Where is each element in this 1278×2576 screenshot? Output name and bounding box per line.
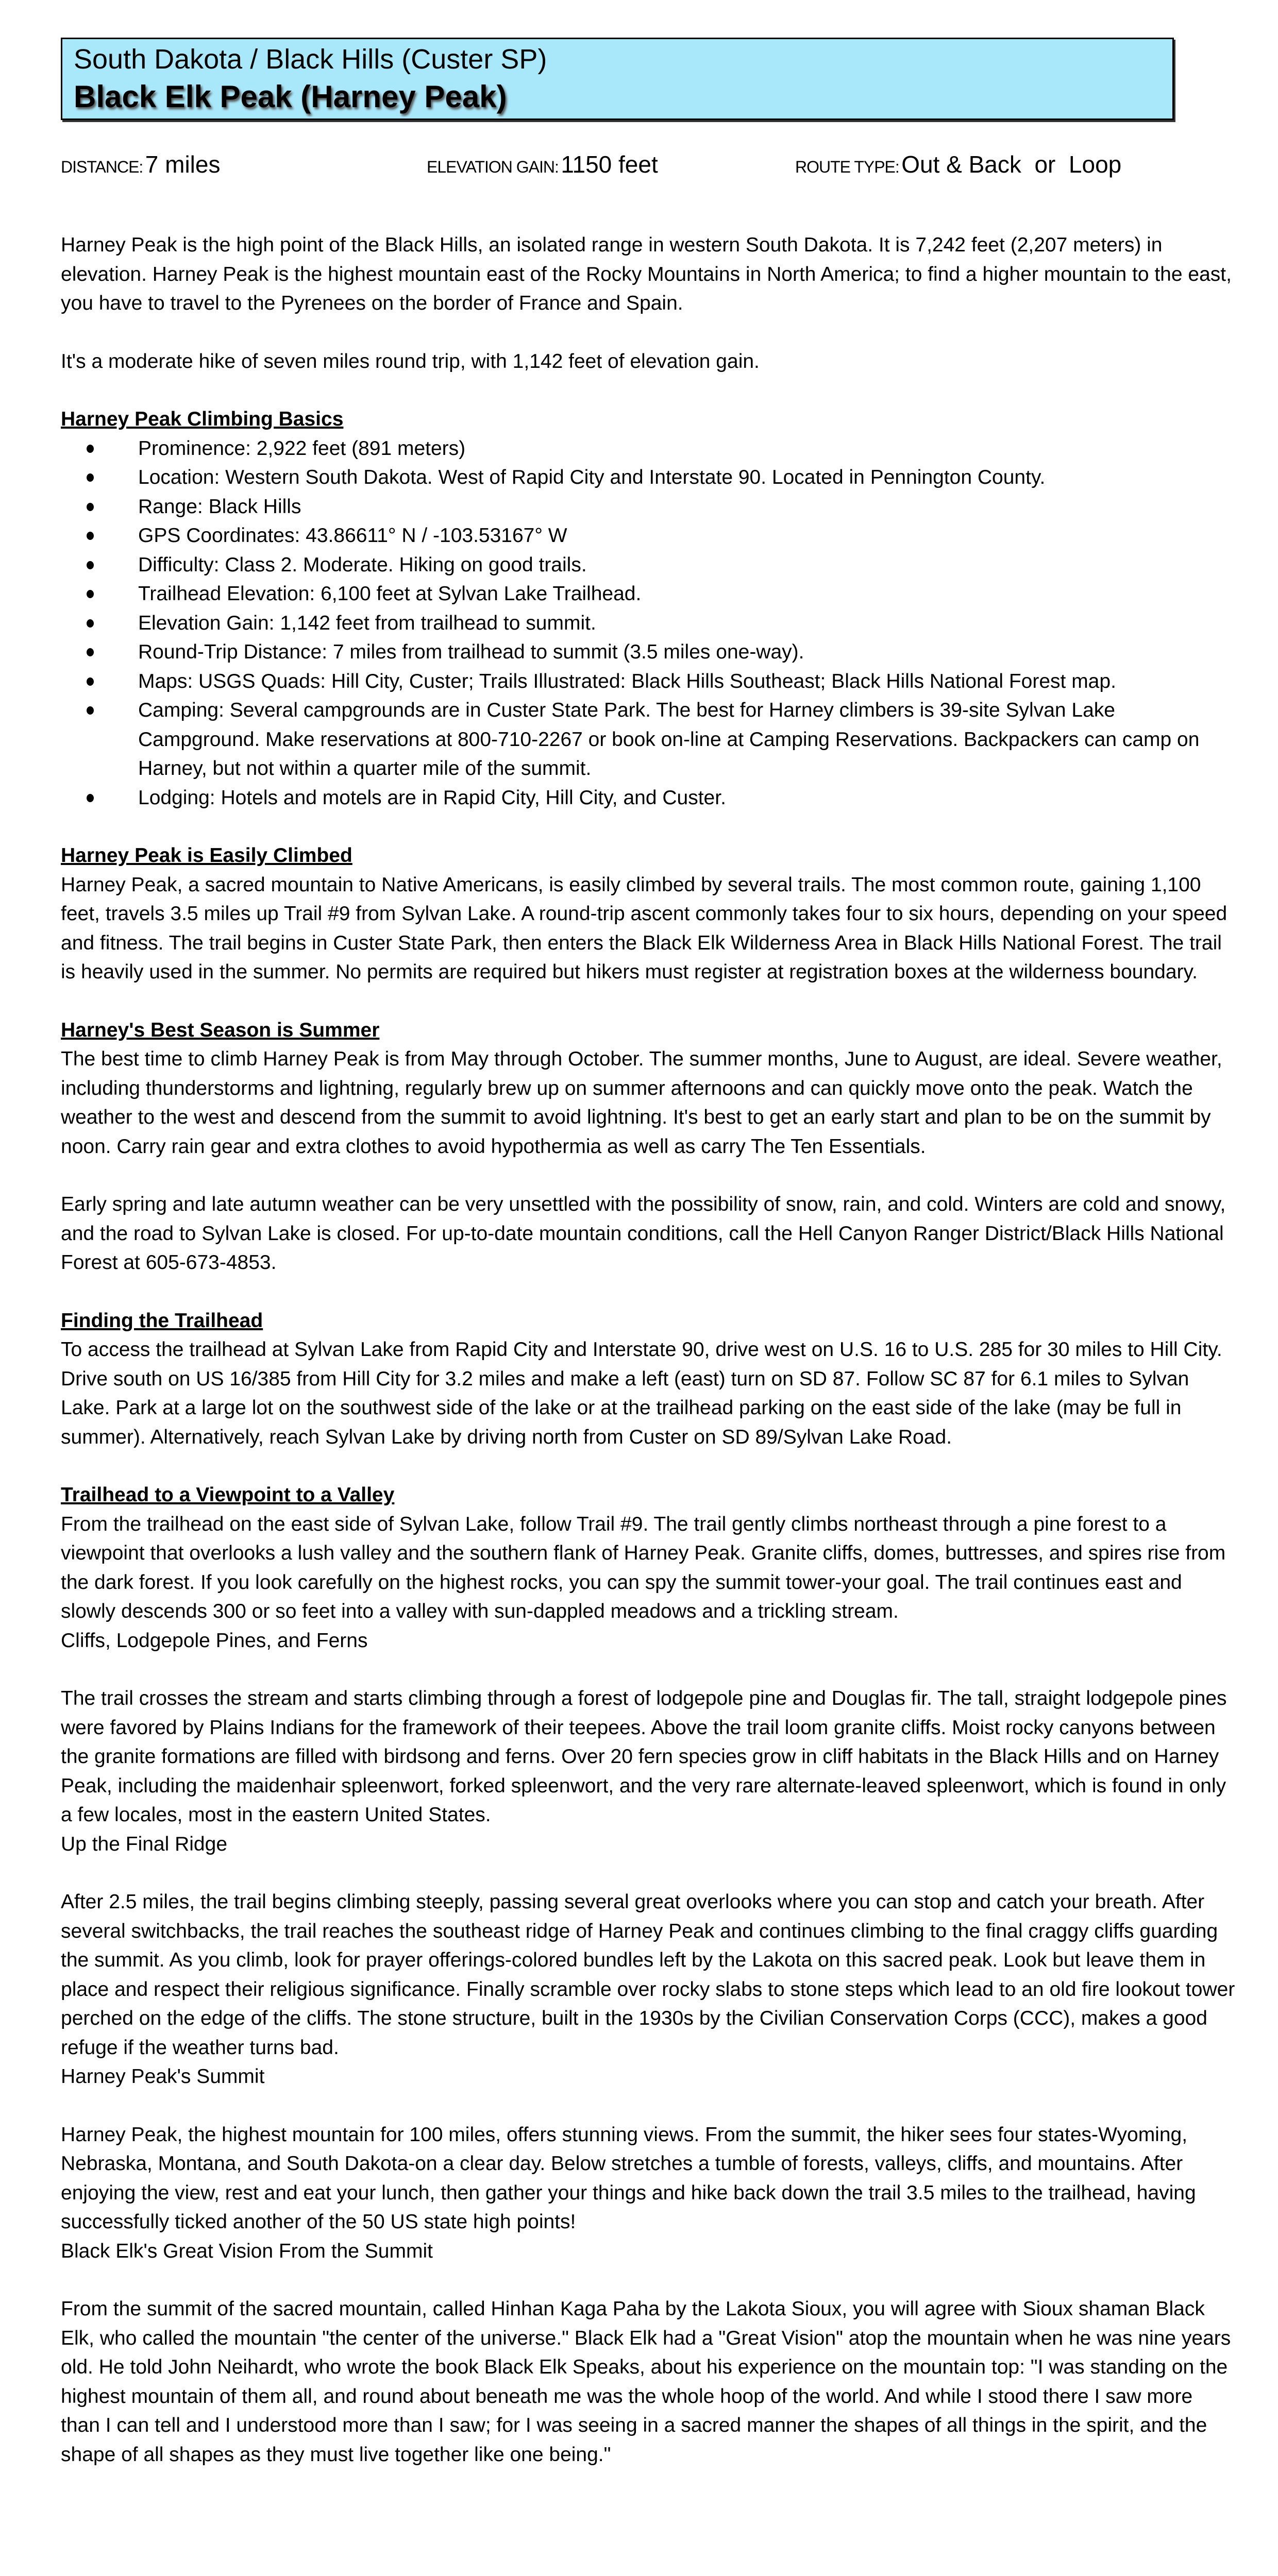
stats-row [61, 150, 1195, 187]
viewpoint-text: From the trailhead on the east side of Sylvan Lake, follow Trail #9. The trail gently climbs northeast through a pine forest to a viewpoint that overlooks a lush valley and the southern flank of Harney Peak. Granite cliffs, domes, buttresses, and spires rise from the dark forest. If you look carefully on the highest rocks, you can spy the summit tower-your goal. The trail continues east and slowly descends 300 or so feet into a valley with sun-dappled meadows and a trickling stream. [61, 1513, 1226, 1622]
route-type-value: Out & Back or Loop [901, 151, 1122, 178]
list-item: Elevation Gain: 1,142 feet from trailhead to summit. [138, 609, 1236, 638]
summit-text: Harney Peak, the highest mountain for 100 miles, offers stunning views. From the summit, the hiker sees four states-Wyoming, Nebraska, Montana, and South Dakota-on a clear day. Below stretches a tumble of forests, valleys, cliffs, and mountains. After enjoying the view, rest and eat your lunch, then gather your things and hike back down the trail 3.5 miles to the trailhead, having successfully ticked another of the 50 US state high points! [61, 2123, 1196, 2233]
list-item: Prominence: 2,922 feet (891 meters) [138, 434, 1236, 464]
list-item: Maps: USGS Quads: Hill City, Custer; Trails Illustrated: Black Hills Southeast; Black Hills National Forest map. [138, 667, 1236, 697]
list-item: Round-Trip Distance: 7 miles from trailhead to summit (3.5 miles one-way). [138, 638, 1236, 667]
subheading-cliffs: Cliffs, Lodgepole Pines, and Ferns [61, 1629, 368, 1652]
region-breadcrumb: South Dakota / Black Hills (Custer SP) [74, 44, 547, 75]
elevation-value: 1150 feet [561, 151, 658, 178]
list-item: Location: Western South Dakota. West of Rapid City and Interstate 90. Located in Pennington County. [138, 463, 1236, 493]
subheading-vision: Black Elk's Great Vision From the Summit [61, 2240, 433, 2262]
article-body [61, 231, 1236, 2469]
distance-label: DISTANCE: [61, 158, 143, 176]
cliffs-text: The trail crosses the stream and starts climbing through a forest of lodgepole pine and Douglas fir. The tall, straight lodgepole pines were favored by Plains Indians for the framework of their teepees. Above the trail loom granite cliffs. Moist rocky canyons between the granite formations are filled with birdsong and ferns. Over 20 fern species grow in cliff habitats in the Black Hills and on Harney Peak, including the maidenhair spleenwort, forked spleenwort, and the very rare alternate-leaved spleenwort, which is found in only a few locales, most in the eastern United States. [61, 1687, 1227, 1826]
section-heading-easily-climbed: Harney Peak is Easily Climbed [61, 844, 352, 867]
basics-list [61, 434, 1236, 813]
list-item: Lodging: Hotels and motels are in Rapid City, Hill City, and Custer. [138, 784, 1236, 813]
intro-paragraph-2: It's a moderate hike of seven miles round trip, with 1,142 feet of elevation gain. [61, 350, 760, 372]
route-type-label: ROUTE TYPE: [795, 158, 899, 176]
final-ridge-text: After 2.5 miles, the trail begins climbing steeply, passing several great overlooks where you can stop and catch your breath. After several switchbacks, the trail reaches the southeast ridge of Harney Peak and continues climbing to the final craggy cliffs guarding the summit. As you climb, look for prayer offerings-colored bundles left by the Lakota on this sacred peak. Look but leave them in place and respect their religious significance. Finally scramble over rocky slabs to stone steps which lead to an old fire lookout tower perched on the edge of the cliffs. The stone structure, built in the 1930s by the Civilian Conservation Corps (CCC), makes a good refuge if the weather turns bad. [61, 1891, 1235, 2059]
section-heading-viewpoint: Trailhead to a Viewpoint to a Valley [61, 1484, 395, 1506]
stat-route-type [795, 150, 1121, 178]
list-item: Camping: Several campgrounds are in Custer State Park. The best for Harney climbers is 39-site Sylvan Lake Campground. Make reservations at 800-710-2267 or book on-line at Camping Reservations. Backpackers can camp on Harney, but not within a quarter mile of the summit. [138, 696, 1236, 784]
subheading-final-ridge: Up the Final Ridge [61, 1833, 228, 1855]
trailhead-text: To access the trailhead at Sylvan Lake from Rapid City and Interstate 90, drive west on U.S. 16 to U.S. 285 for 30 miles to Hill City. Drive south on US 16/385 from Hill City for 3.2 miles and make a left (east) turn on SD 87. Follow SC 87 for 6.1 miles to Sylvan Lake. Park at a large lot on the southwest side of the lake or at the trailhead parking on the east side of the lake (may be full in summer). Alternatively, reach Sylvan Lake by driving north from Custer on SD 89/Sylvan Lake Road. [61, 1338, 1222, 1448]
list-item: GPS Coordinates: 43.86611° N / -103.53167° W [138, 521, 1236, 551]
title-box [61, 38, 1174, 120]
section-heading-season: Harney's Best Season is Summer [61, 1019, 380, 1041]
season-text-2: Early spring and late autumn weather can be very unsettled with the possibility of snow, rain, and cold. Winters are cold and snowy, and the road to Sylvan Lake is closed. For up-to-date mountain conditions, call the Hell Canyon Ranger District/Black Hills National Forest at 605-673-4853. [61, 1193, 1226, 1274]
stat-distance [61, 150, 220, 178]
section-heading-basics: Harney Peak Climbing Basics [61, 408, 344, 430]
list-item: Difficulty: Class 2. Moderate. Hiking on good trails. [138, 551, 1236, 580]
page-title: Black Elk Peak (Harney Peak) [74, 79, 507, 114]
stat-elevation [427, 150, 658, 178]
season-text: The best time to climb Harney Peak is from May through October. The summer months, June to August, are ideal. Severe weather, including thunderstorms and lightning, regularly brew up on summer afternoons and can quickly move onto the peak. Watch the weather to the west and descend from the summit to avoid lightning. It's best to get an early start and plan to be on the summit by noon. Carry rain gear and extra clothes to avoid hypothermia as well as carry The Ten Essentials. [61, 1048, 1222, 1158]
easily-climbed-text: Harney Peak, a sacred mountain to Native Americans, is easily climbed by several trails. The most common route, gaining 1,100 feet, travels 3.5 miles up Trail #9 from Sylvan Lake. A round-trip ascent commonly takes four to six hours, depending on your speed and fitness. The trail begins in Custer State Park, then enters the Black Elk Wilderness Area in Black Hills National Forest. The trail is heavily used in the summer. No permits are required but hikers must register at registration boxes at the wilderness boundary. [61, 873, 1227, 983]
intro-paragraph-1: Harney Peak is the high point of the Black Hills, an isolated range in western South Dakota. It is 7,242 feet (2,207 meters) in elevation. Harney Peak is the highest mountain east of the Rocky Mountains in North America; to find a higher mountain to the east, you have to travel to the Pyrenees on the border of France and Spain. [61, 234, 1232, 314]
subheading-summit: Harney Peak's Summit [61, 2065, 265, 2088]
list-item: Range: Black Hills [138, 493, 1236, 522]
section-heading-trailhead: Finding the Trailhead [61, 1309, 263, 1332]
list-item: Trailhead Elevation: 6,100 feet at Sylvan Lake Trailhead. [138, 580, 1236, 609]
elevation-label: ELEVATION GAIN: [427, 158, 559, 176]
vision-text: From the summit of the sacred mountain, called Hinhan Kaga Paha by the Lakota Sioux, you will agree with Sioux shaman Black Elk, who called the mountain "the center of the universe." Black Elk had a "Great Vision" atop the mountain when he was nine years old. He told John Neihardt, who wrote the book Black Elk Speaks, about his experience on the mountain top: "I was standing on the highest mountain of them all, and round about beneath me was the whole hoop of the world. And while I stood there I saw more than I can tell and I understood more than I saw; for I was seeing in a sacred manner the shapes of all things in the spirit, and the shape of all shapes as they must live together like one being." [61, 2298, 1231, 2466]
distance-value: 7 miles [145, 151, 221, 178]
